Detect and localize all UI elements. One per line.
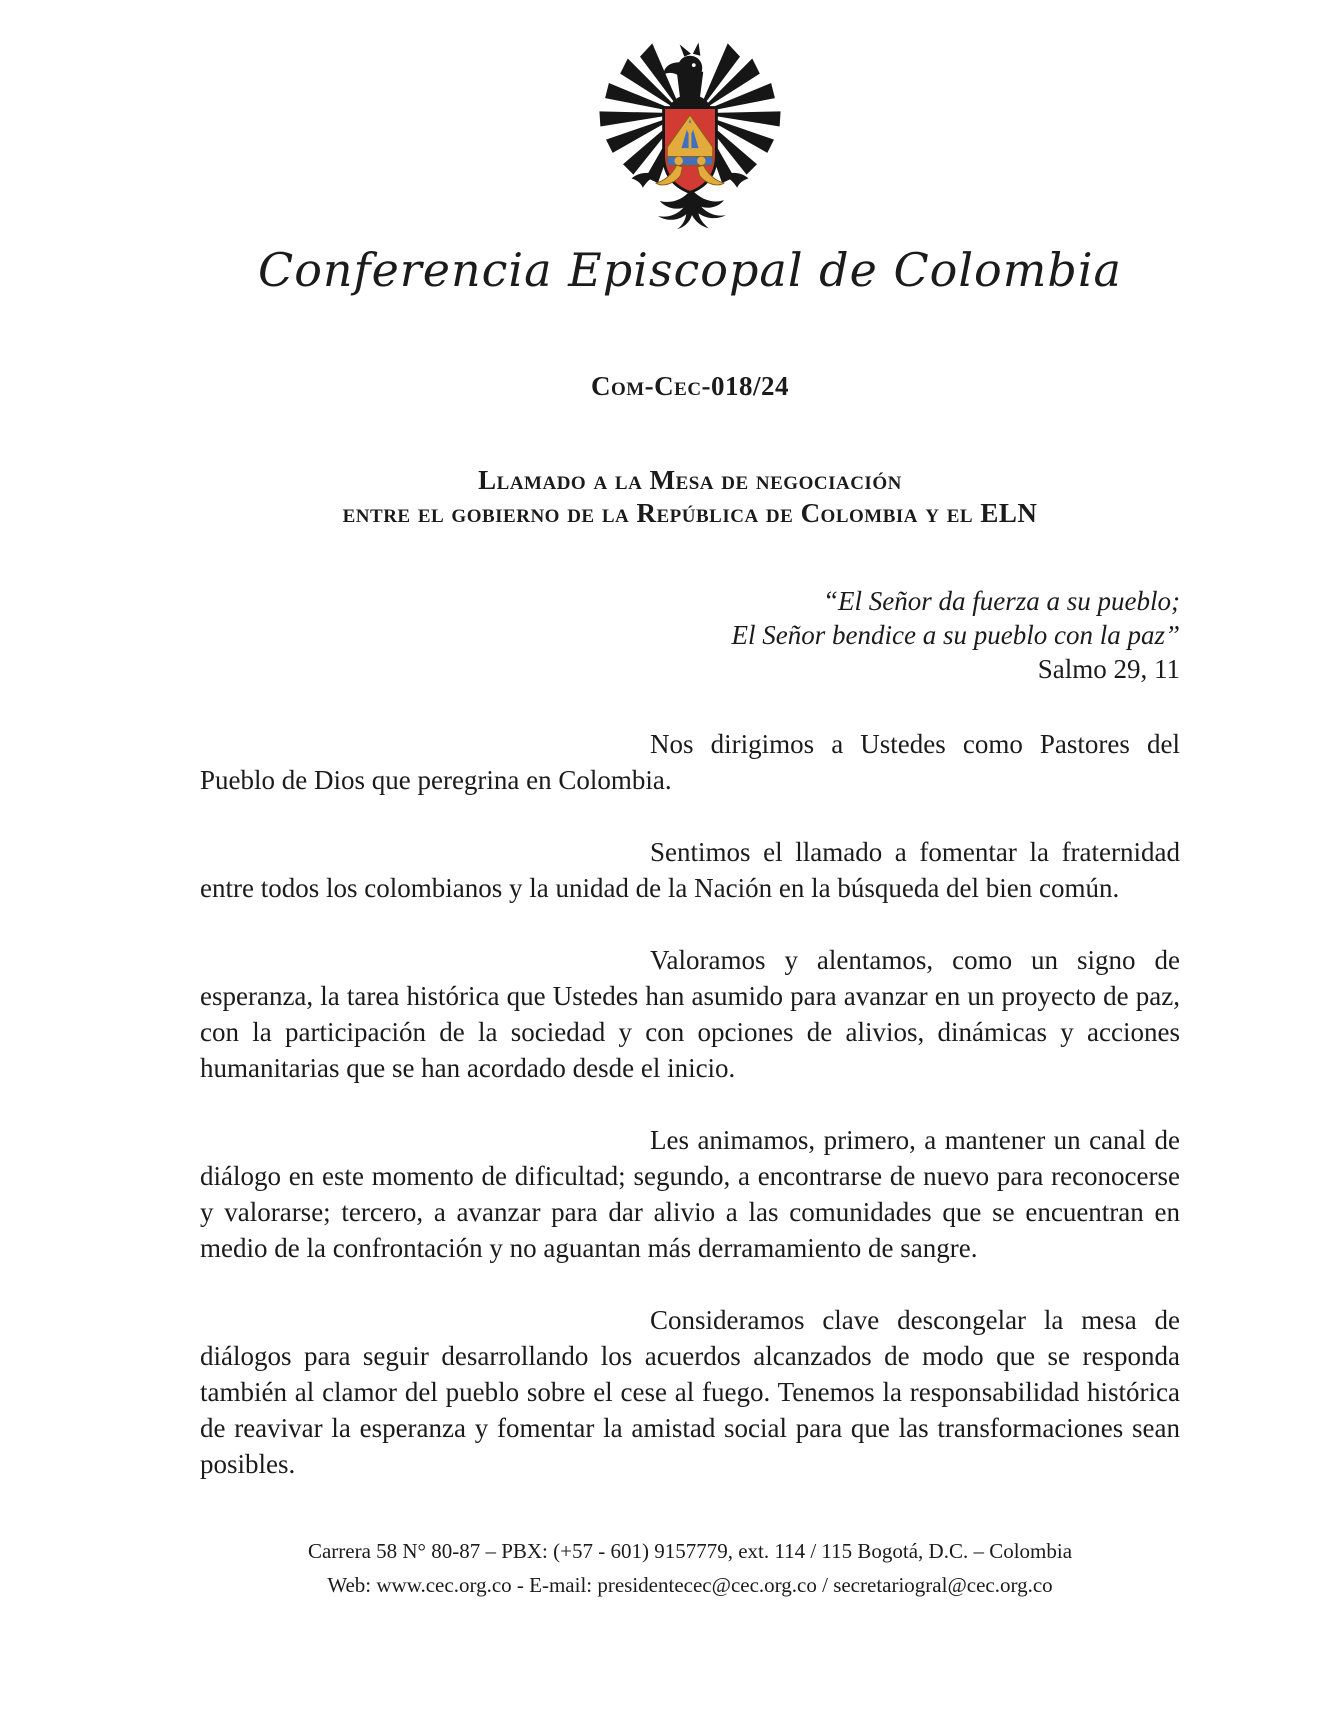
cec-logo — [200, 0, 1180, 236]
epigraph — [200, 584, 1180, 686]
title-line-1: Llamado a la Mesa de negociación — [478, 465, 902, 495]
footer-contacts: Web: www.cec.org.co - E-mail: presidentecec@cec.org.co / secretariogral@cec.org.co — [327, 1573, 1053, 1597]
coat-of-arms-icon — [579, 34, 801, 234]
letter-body — [200, 726, 1180, 1482]
organization-name: Conferencia Episcopal de Colombia — [258, 243, 1122, 297]
epigraph-line-1: “El Señor da fuerza a su pueblo; — [823, 586, 1180, 616]
reference-number: Com-Cec-018/24 — [590, 371, 790, 401]
body-paragraph: Consideramos clave descongelar la mesa de diálogos para seguir desarrollando los acuerdos alcanzados de modo que se responda también al clamor del pueblo sobre el cese al fuego. Tenemos la responsabilidad histórica de reavivar la esperanza y fomentar la amistad social para que las transformaciones sean posibles. — [200, 1305, 1180, 1479]
epigraph-line-2: El Señor bendice a su pueblo con la paz” — [731, 620, 1180, 650]
epigraph-source: Salmo 29, 11 — [1037, 654, 1180, 684]
mitre-wheat — [687, 123, 693, 134]
document-title — [200, 464, 1180, 530]
title-line-2: entre el gobierno de la República de Colombia y el ELN — [342, 498, 1038, 528]
letter-footer — [200, 1534, 1180, 1602]
body-paragraph: Les animamos, primero, a mantener un canal de diálogo en este momento de dificultad; segundo, a encontrarse de nuevo para reconocerse y valorarse; tercero, a avanzar para dar alivio a las comunidades que se encuentran en medio de la confrontación y no aguantan más derramamiento de sangre. — [200, 1125, 1180, 1263]
mitre-base-band — [667, 157, 712, 165]
mitre-ornament-left — [674, 157, 682, 165]
body-paragraph: Valoramos y alentamos, como un signo de esperanza, la tarea histórica que Ustedes han asumido para avanzar en un proyecto de paz, con la participación de la sociedad y con opciones de alivios, dinámicas y acciones humanitarias que se han acordado desde el inicio. — [200, 945, 1180, 1083]
body-paragraph: Sentimos el llamado a fomentar la fraternidad entre todos los colombianos y la unidad de la Nación en la búsqueda del bien común. — [200, 837, 1180, 903]
footer-address: Carrera 58 N° 80-87 – PBX: (+57 - 601) 9157779, ext. 114 / 115 Bogotá, D.C. – Colombia — [307, 1539, 1073, 1563]
eagle-eye — [692, 63, 696, 67]
eagle-tail-flourish — [658, 191, 726, 230]
mitre-ornament-right — [697, 157, 705, 165]
body-paragraph: Nos dirigimos a Ustedes como Pastores del Pueblo de Dios que peregrina en Colombia. — [200, 729, 1180, 795]
letterhead — [200, 0, 1180, 302]
